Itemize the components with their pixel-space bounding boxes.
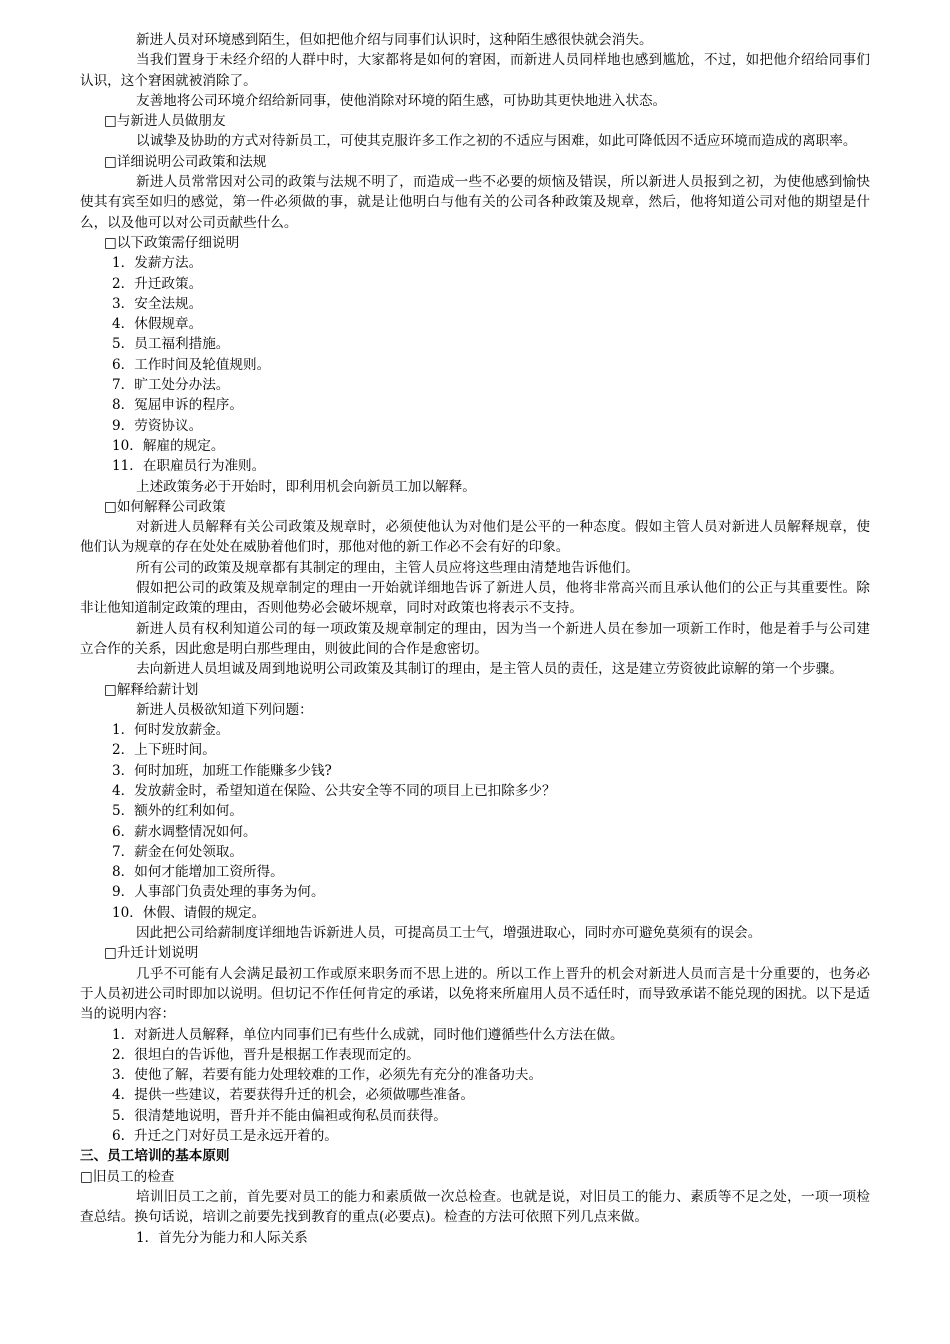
subheading-old-staff: □旧员工的检查	[80, 1168, 175, 1185]
paragraph: 假如把公司的政策及规章制定的理由一开始就详细地告诉了新进人员，他将非常高兴而且承认他们的公正与其重要性。除非让他知道制定政策的理由，否则他势必会破坏规章，同时对政策也将表示不支持。	[80, 580, 870, 617]
list-item	[80, 882, 870, 902]
item-number: 9．	[112, 884, 135, 901]
item-number: 1．	[112, 255, 135, 272]
item-number: 4．	[112, 1087, 135, 1104]
paragraph: 对新进人员解释有关公司政策及规章时，必须使他认为对他们是公平的一种态度。假如主管人员对新进人员解释规章，使他们认为规章的存在处处在威胁着他们时，那他对他的新工作必不会有好的印象。	[80, 519, 870, 556]
list-item	[80, 294, 870, 314]
item-text: 很坦白的告诉他，晋升是根据工作表现而定的。	[134, 1046, 420, 1063]
subheading-friend: □与新进人员做朋友	[104, 113, 226, 130]
list-item	[80, 1025, 870, 1045]
list-item	[80, 822, 870, 842]
policy-list	[80, 253, 870, 476]
item-text: 首先分为能力和人际关系	[158, 1229, 308, 1246]
list-item	[80, 801, 870, 821]
paragraph: 新进人员对环境感到陌生，但如把他介绍与同事们认识时，这种陌生感很快就会消失。	[136, 32, 653, 48]
item-number: 8．	[112, 864, 135, 881]
subheading-policy-list: □以下政策需仔细说明	[104, 234, 240, 251]
list-item	[80, 274, 870, 294]
item-number: 1．	[136, 1229, 159, 1246]
pay-list	[80, 720, 870, 923]
paragraph: 上述政策务必于开始时，即利用机会向新员工加以解释。	[136, 478, 476, 495]
list-item	[80, 862, 870, 882]
list-item	[80, 1085, 870, 1105]
item-text: 员工福利措施。	[134, 336, 230, 353]
item-number: 3．	[112, 1067, 135, 1084]
list-item	[80, 395, 870, 415]
item-number: 2．	[112, 742, 135, 759]
list-item	[80, 334, 870, 354]
item-text: 冤屈申诉的程序。	[134, 397, 243, 414]
list-item	[80, 375, 870, 395]
paragraph: 以诚挚及协助的方式对待新员工，可使其克服许多工作之初的不适应与困难，如此可降低因不适应环境而造成的离职率。	[136, 133, 857, 150]
paragraph: 新进人员极欲知道下列问题：	[136, 701, 313, 718]
item-number: 7．	[112, 843, 135, 860]
paragraph: 当我们置身于未经介绍的人群中时，大家都将是如何的窘困，而新进人员同样地也感到尴尬，不过，如把他介绍给同事们认识，这个窘困就被消除了。	[80, 52, 870, 89]
item-text: 工作时间及轮值规则。	[134, 356, 271, 373]
list-item	[80, 436, 870, 456]
item-number: 6．	[112, 356, 135, 373]
list-item	[80, 781, 870, 801]
item-number: 6.	[112, 1128, 125, 1145]
item-number: 2．	[112, 1046, 135, 1063]
item-text: 发放薪金时，希望知道在保险、公共安全等不同的项目上已扣除多少？	[134, 782, 556, 799]
list-item	[80, 416, 870, 436]
item-text: 薪金在何处领取。	[134, 843, 243, 860]
list-item	[80, 842, 870, 862]
item-number: 4．	[112, 782, 135, 799]
list-item	[80, 1065, 870, 1085]
item-text: 劳资协议。	[134, 417, 203, 434]
item-text: 升迁之门对好员工是永远开着的。	[134, 1128, 338, 1145]
item-number: 5．	[112, 336, 135, 353]
item-text: 何时加班，加班工作能赚多少钱?	[134, 762, 332, 779]
item-number: 1．	[112, 722, 135, 739]
paragraph: 几乎不可能有人会满足最初工作或原来职务而不思上进的。所以工作上晋升的机会对新进人员而言是十分重要的，也务必于人员初进公司时即加以说明。但切记不作任何肯定的承诺，以免将来所雇用人员不适任时，而导致承诺不能兑现的困扰。以下是适当的说明内容：	[80, 965, 870, 1023]
item-number: 3．	[112, 295, 135, 312]
item-text: 很清楚地说明，晋升并不能由偏袒或徇私员而获得。	[134, 1107, 447, 1124]
item-text: 休假、请假的规定。	[142, 904, 266, 921]
item-text: 安全法规。	[134, 295, 203, 312]
item-text: 额外的红利如何。	[134, 803, 243, 820]
item-text: 发薪方法。	[134, 255, 203, 272]
item-text: 上下班时间。	[134, 742, 216, 759]
subheading-pay: □解释给薪计划	[104, 681, 199, 698]
item-number: 9．	[112, 417, 135, 434]
item-text: 提供一些建议，若要获得升迁的机会，必须做哪些准备。	[134, 1087, 475, 1104]
item-number: 8．	[112, 397, 135, 414]
item-number: 1．	[112, 1026, 135, 1043]
list-item	[80, 761, 870, 781]
item-text: 使他了解，若要有能力处理较难的工作，必须先有充分的准备功夫。	[134, 1067, 543, 1084]
list-item	[80, 456, 870, 476]
item-text: 休假规章。	[134, 316, 203, 333]
list-item	[80, 903, 870, 923]
item-number: 10．	[112, 437, 143, 454]
list-item	[80, 314, 870, 334]
item-number: 5．	[112, 1107, 135, 1124]
paragraph: 所有公司的政策及规章都有其制定的理由，主管人员应将这些理由清楚地告诉他们。	[136, 559, 639, 576]
item-text: 人事部门负责处理的事务为何。	[134, 884, 325, 901]
section-heading: 三、员工培训的基本原则	[80, 1148, 230, 1165]
item-number: 11．	[112, 458, 143, 475]
item-text: 薪水调整情况如何。	[134, 823, 257, 840]
subheading-explain: □如何解释公司政策	[104, 498, 226, 515]
paragraph: 新进人员有权利知道公司的每一项政策及规章制定的理由，因为当一个新进人员在参加一项新工作时，他是着手与公司建立合作的关系，因此愈是明白那些理由，则彼此间的合作是愈密切。	[80, 620, 870, 657]
list-item	[80, 1228, 870, 1248]
paragraph: 培训旧员工之前，首先要对员工的能力和素质做一次总检查。也就是说，对旧员工的能力、素质等不足之处，一项一项检查总结。换句话说，培训之前要先找到教育的重点(必要点)。检查的方法可依照下列几点来做。	[80, 1188, 870, 1226]
paragraph: 因此把公司给薪制度详细地告诉新进人员，可提高员工士气，增强进取心，同时亦可避免莫须有的误会。	[136, 925, 762, 942]
list-item	[80, 740, 870, 760]
item-number: 2．	[112, 275, 135, 292]
paragraph: 友善地将公司环境介绍给新同事，使他消除对环境的陌生感，可协助其更快地进入状态。	[136, 92, 667, 109]
item-number: 7．	[112, 377, 135, 394]
list-item	[80, 253, 870, 273]
item-number: 6．	[112, 823, 135, 840]
subheading-promotion: □升迁计划说明	[104, 945, 199, 962]
paragraph: 新进人员常常因对公司的政策与法规不明了，而造成一些不必要的烦恼及错误，所以新进人员报到之初，为使他感到愉快使其有宾至如归的感觉，第一件必须做的事，就是让他明白与他有关的公司各种政策及规章，然后，他将知道公司对他的期望是什么，以及他可以对公司贡献些什么。	[80, 174, 870, 231]
list-item	[80, 1106, 870, 1126]
list-item	[80, 355, 870, 375]
item-text: 解雇的规定。	[142, 437, 225, 454]
item-number: 10．	[112, 904, 143, 921]
item-text: 旷工处分办法。	[134, 377, 230, 394]
item-text: 对新进人员解释，单位内同事们已有些什么成就，同时他们遵循些什么方法在做。	[134, 1026, 624, 1043]
item-number: 3．	[112, 762, 135, 779]
item-text: 升迁政策。	[134, 275, 203, 292]
item-number: 5．	[112, 803, 135, 820]
item-text: 如何才能增加工资所得。	[134, 864, 284, 881]
list-item	[80, 1126, 870, 1146]
list-item	[80, 720, 870, 740]
subheading-policy: □详细说明公司政策和法规	[104, 153, 267, 170]
item-text: 何时发放薪金。	[134, 722, 230, 739]
item-text: 在职雇员行为准则。	[142, 458, 266, 475]
promotion-list	[80, 1025, 870, 1147]
paragraph: 去向新进人员坦诚及周到地说明公司政策及其制订的理由，是主管人员的责任，这是建立劳资彼此谅解的第一个步骤。	[136, 661, 843, 678]
item-number: 4．	[112, 316, 135, 333]
list-item	[80, 1045, 870, 1065]
